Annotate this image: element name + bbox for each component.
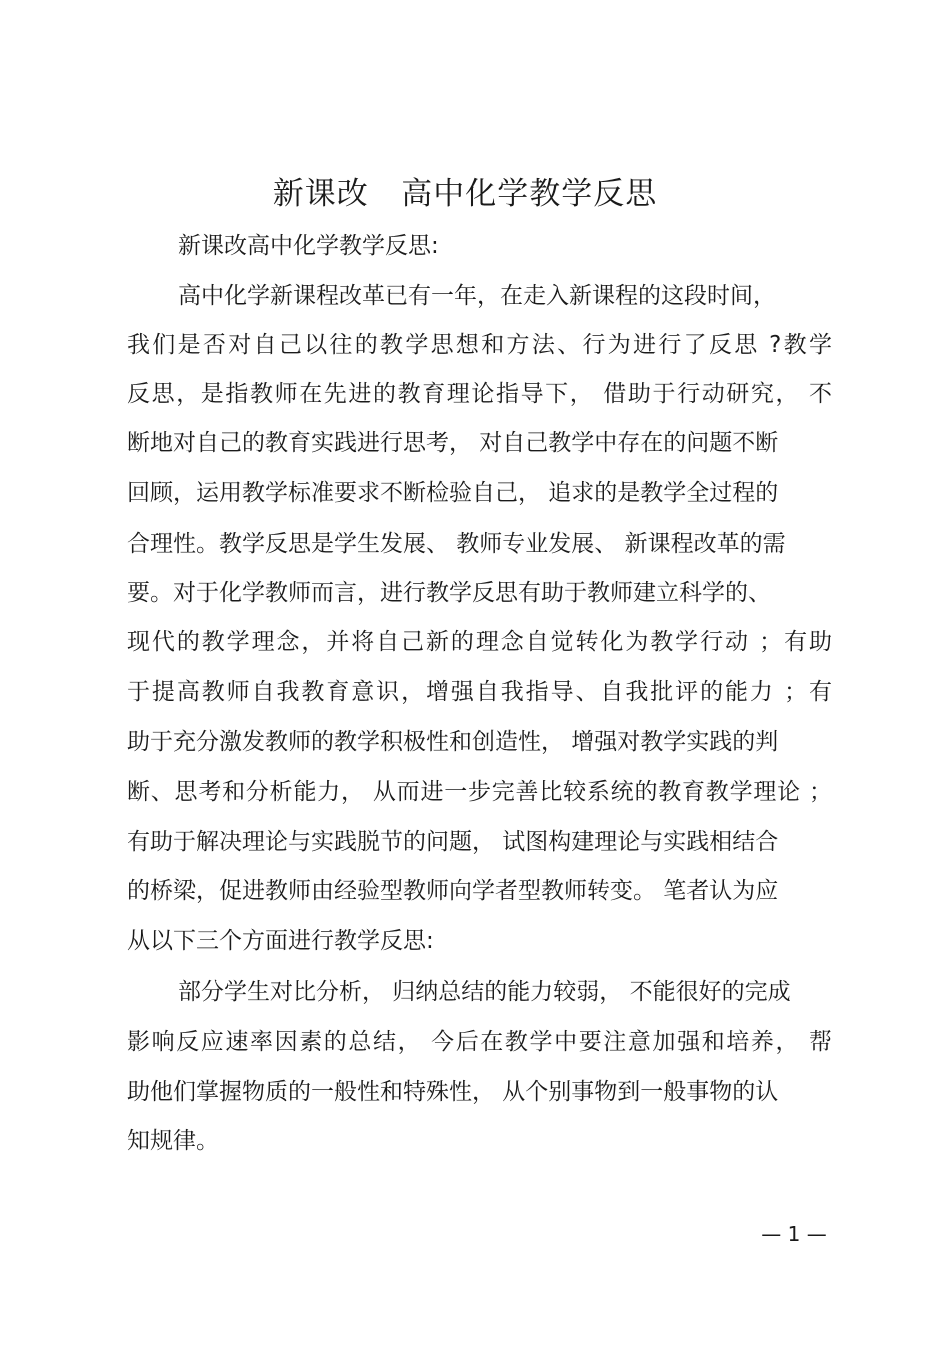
paragraph-line: 知规律。 bbox=[127, 1128, 219, 1154]
paragraph-line: 助他们掌握物质的一般性和特殊性， 从个别事物到一般事物的认 bbox=[127, 1079, 779, 1105]
paragraph-line: 助于充分激发教师的教学积极性和创造性， 增强对教学实践的判 bbox=[127, 729, 779, 755]
paragraph-line: 我们是否对自己以往的教学思想和方法、行为进行了反思 ?教学 bbox=[127, 332, 832, 358]
paragraph-line: 要。对于化学教师而言，进行教学反思有助于教师建立科学的、 bbox=[127, 580, 771, 606]
page-number: — 1 — bbox=[761, 1222, 827, 1246]
paragraph-line: 部分学生对比分析， 归纳总结的能力较弱， 不能很好的完成 bbox=[178, 979, 791, 1005]
paragraph-line: 反思，是指教师在先进的教育理论指导下， 借助于行动研究， 不 bbox=[127, 381, 832, 407]
paragraph-line: 的桥梁，促进教师由经验型教师向学者型教师转变。 笔者认为应 bbox=[127, 878, 779, 904]
paragraph-line: 高中化学新课程改革已有一年，在走入新课程的这段时间， bbox=[178, 283, 776, 309]
paragraph-line: 断、思考和分析能力， 从而进一步完善比较系统的教育教学理论 ； bbox=[127, 779, 832, 805]
paragraph-line: 从以下三个方面进行教学反思: bbox=[127, 928, 434, 954]
paragraph-line: 断地对自己的教育实践进行思考， 对自己教学中存在的问题不断 bbox=[127, 430, 779, 456]
document-title: 新课改 高中化学教学反思 bbox=[272, 176, 658, 212]
paragraph-line: 现代的教学理念，并将自己新的理念自觉转化为教学行动 ；有助 bbox=[127, 629, 832, 655]
paragraph-line: 新课改高中化学教学反思: bbox=[178, 233, 439, 259]
paragraph-line: 有助于解决理论与实践脱节的问题， 试图构建理论与实践相结合 bbox=[127, 829, 779, 855]
paragraph-line: 影响反应速率因素的总结， 今后在教学中要注意加强和培养， 帮 bbox=[127, 1029, 832, 1055]
paragraph-line: 合理性。教学反思是学生发展、 教师专业发展、 新课程改革的需 bbox=[127, 531, 786, 557]
paragraph-line: 回顾，运用教学标准要求不断检验自己， 追求的是教学全过程的 bbox=[127, 480, 779, 506]
paragraph-line: 于提高教师自我教育意识，增强自我指导、自我批评的能力 ；有 bbox=[127, 679, 832, 705]
